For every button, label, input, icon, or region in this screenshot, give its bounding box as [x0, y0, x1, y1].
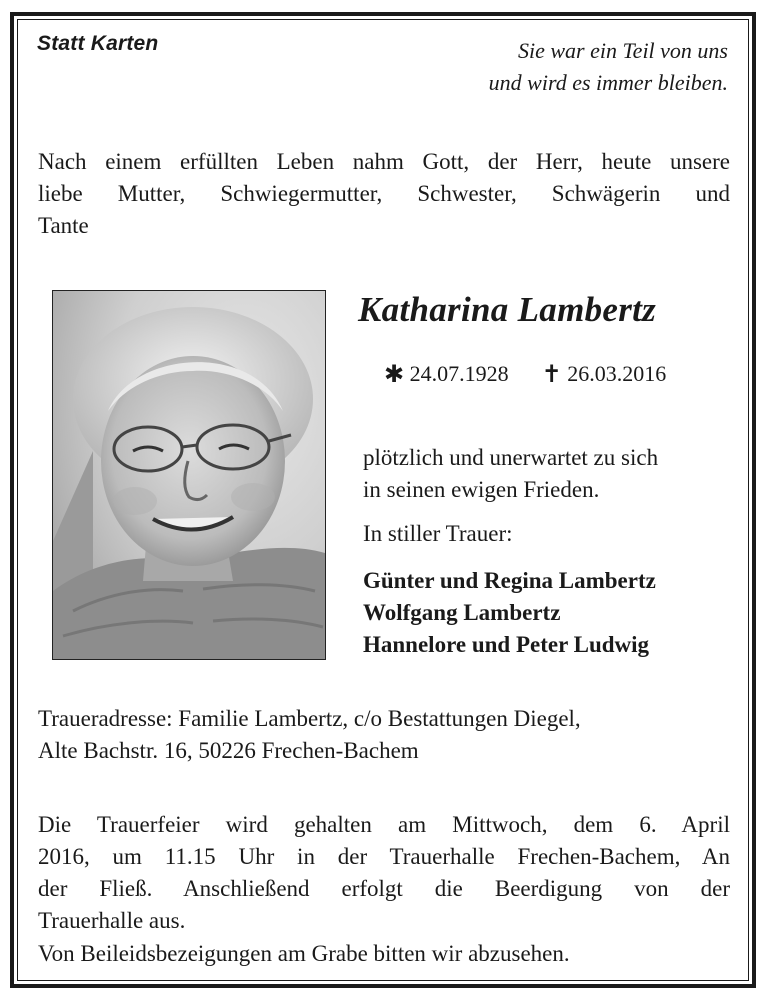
birth-star-icon: ✱	[384, 360, 405, 388]
address-line: Alte Bachstr. 16, 50226 Frechen-Bachem	[38, 738, 419, 763]
ceremony-line: Die Trauerfeier wird gehalten am Mittwoch, dem 6. April	[38, 812, 730, 837]
mourner-name: Hannelore und Peter Ludwig	[363, 632, 650, 657]
message-line: plötzlich und unerwartet zu sich	[363, 445, 659, 470]
portrait-illustration	[53, 291, 325, 659]
deceased-name: Katharina Lambertz	[358, 290, 657, 329]
intro-line: Tante	[38, 213, 89, 238]
motto-line: und wird es immer bleiben.	[488, 70, 728, 95]
statt-karten-heading: Statt Karten	[37, 32, 159, 55]
intro-line: liebe Mutter, Schwiegermutter, Schwester, Schwägerin und	[38, 181, 730, 206]
motto-quote	[489, 35, 728, 99]
mourner-name: Günter und Regina Lambertz	[363, 568, 656, 593]
mourner-list	[363, 565, 656, 661]
intro-line: Nach einem erfüllten Leben nahm Gott, der Herr, heute unsere	[38, 149, 730, 174]
death-cross-icon: ✝	[541, 360, 562, 388]
life-dates	[384, 360, 666, 388]
address-line: Traueradresse: Familie Lambertz, c/o Bestattungen Diegel,	[38, 706, 581, 731]
intro-paragraph	[38, 146, 730, 242]
passing-message	[363, 442, 658, 506]
motto-line: Sie war ein Teil von uns	[517, 38, 728, 63]
message-line: in seinen ewigen Frieden.	[363, 477, 600, 502]
death-date: 26.03.2016	[567, 361, 667, 386]
ceremony-line: Trauerhalle aus.	[38, 908, 186, 933]
portrait-photo	[52, 290, 326, 660]
mourner-name: Wolfgang Lambertz	[363, 600, 561, 625]
birth-date: 24.07.1928	[409, 361, 509, 386]
mourning-address	[38, 703, 581, 767]
ceremony-line: 2016, um 11.15 Uhr in der Trauerhalle Frechen-Bachem, An	[38, 844, 730, 869]
mourning-label: In stiller Trauer:	[363, 521, 513, 546]
ceremony-paragraph	[38, 809, 730, 937]
condolence-note: Von Beileidsbezeigungen am Grabe bitten wir abzusehen.	[38, 941, 570, 966]
ceremony-line: der Fließ. Anschließend erfolgt die Beerdigung von der	[38, 876, 730, 901]
